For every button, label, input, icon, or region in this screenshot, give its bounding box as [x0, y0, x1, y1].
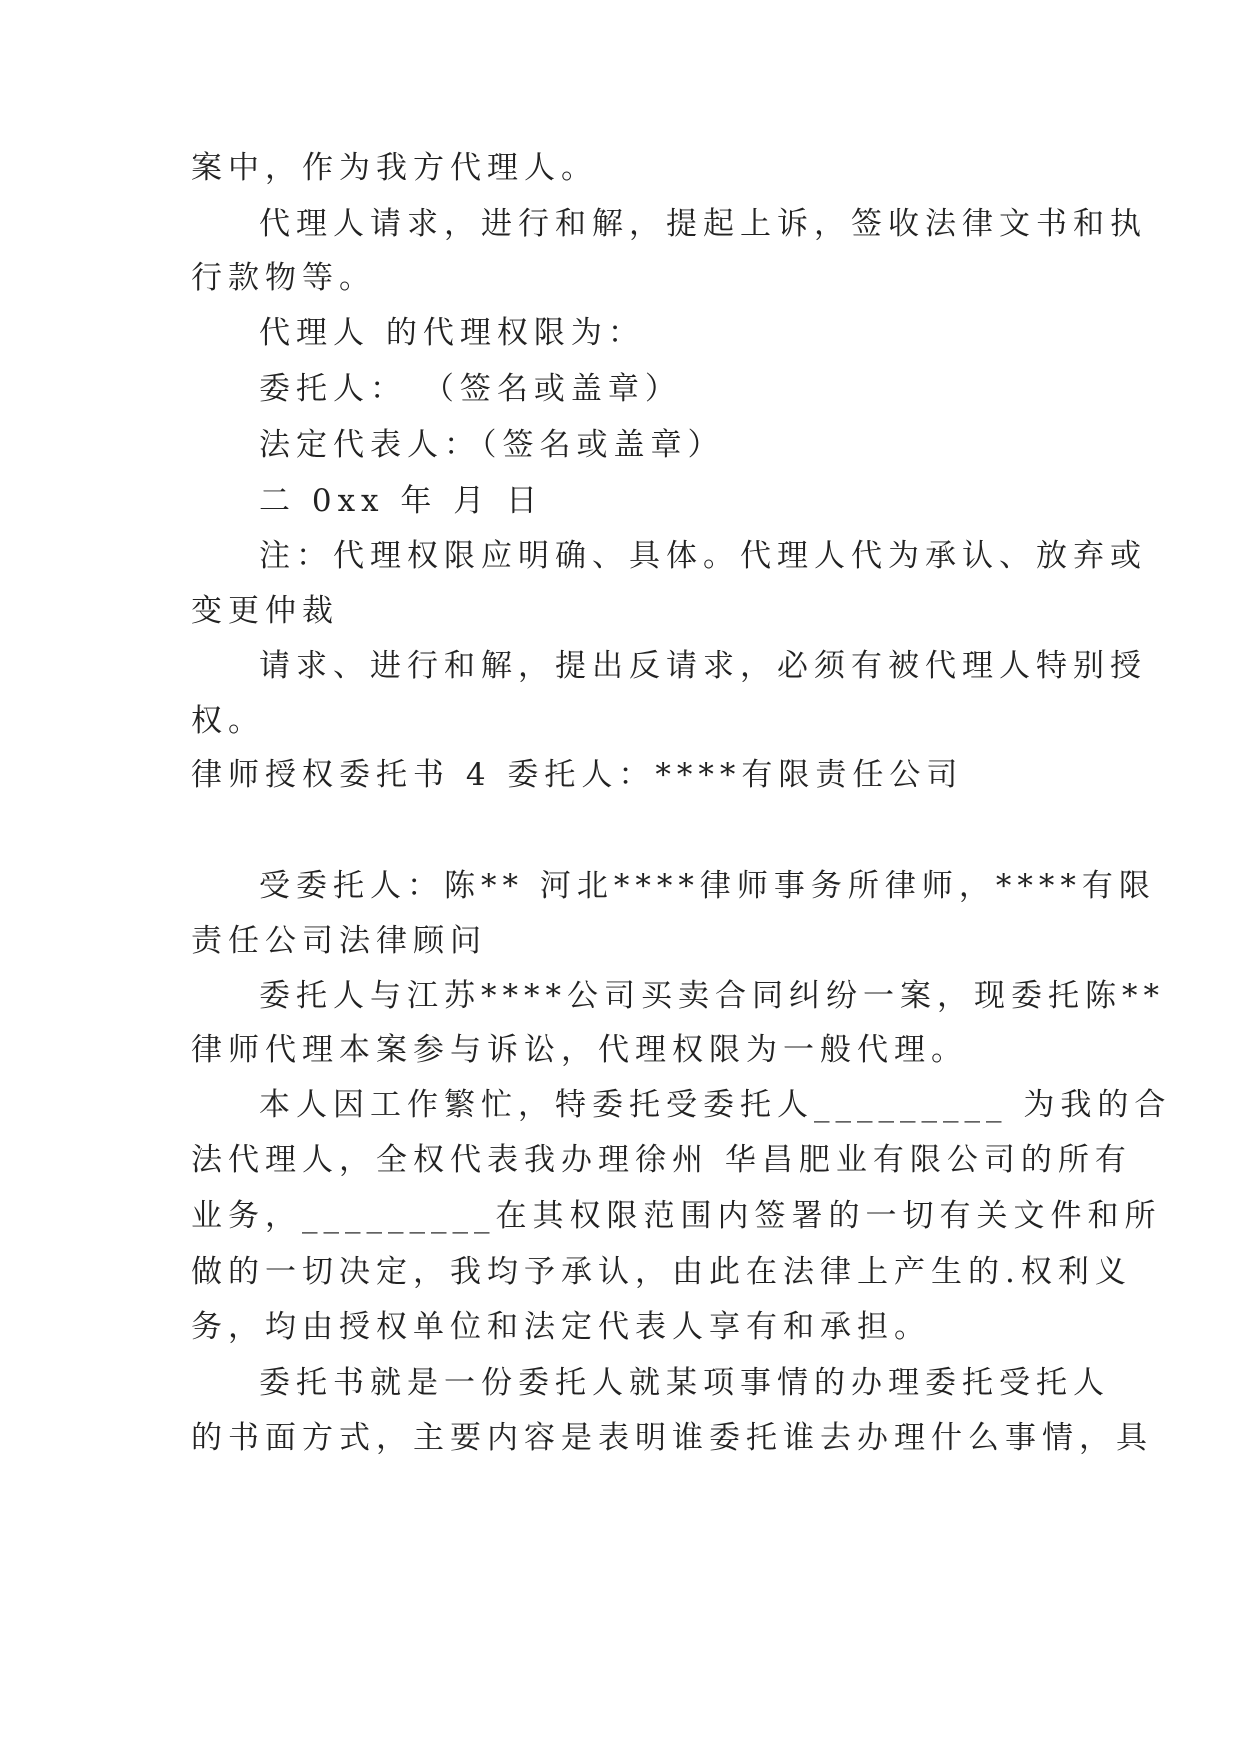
text-line: 代理人请求，进行和解，提起上诉，签收法律文书和执 — [259, 206, 1147, 242]
text-line: 案中，作为我方代理人。 — [191, 150, 598, 186]
text-line: 做的一切决定，我均予承认，由此在法律上产生的.权利义 — [191, 1254, 1132, 1290]
text-line: 委托人与江苏****公司买卖合同纠纷一案，现委托陈** — [259, 978, 1165, 1014]
text-line: 的书面方式，主要内容是表明谁委托谁去办理什么事情，具 — [191, 1420, 1153, 1456]
text-line: 注：代理权限应明确、具体。代理人代为承认、放弃或 — [259, 538, 1147, 574]
text-line: 法定代表人：（签名或盖章） — [259, 427, 725, 463]
text-line: 业务，_________在其权限范围内签署的一切有关文件和所 — [191, 1198, 1162, 1234]
text-line: 律师代理本案参与诉讼，代理权限为一般代理。 — [191, 1032, 968, 1068]
text-line: 变更仲裁 — [191, 593, 339, 629]
text-line: 二 0xx 年 月 日 — [259, 483, 544, 519]
text-line: 委托人： （签名或盖章） — [259, 371, 682, 407]
text-line: 请求、进行和解，提出反请求，必须有被代理人特别授 — [259, 648, 1147, 684]
text-line: 权。 — [191, 703, 265, 739]
text-line: 行款物等。 — [191, 260, 376, 296]
text-line: 代理人 的代理权限为： — [259, 315, 645, 351]
text-line: 责任公司法律顾问 — [191, 923, 487, 959]
text-line: 本人因工作繁忙，特委托受委托人_________ 为我的合 — [259, 1087, 1172, 1123]
text-line: 务，均由授权单位和法定代表人享有和承担。 — [191, 1309, 931, 1345]
section-heading-line: 律师授权委托书 4 委托人：****有限责任公司 — [191, 757, 964, 793]
text-line: 委托书就是一份委托人就某项事情的办理委托受托人 — [259, 1365, 1110, 1401]
text-line: 法代理人，全权代表我办理徐州 华昌肥业有限公司的所有 — [191, 1142, 1132, 1178]
text-line: 受委托人：陈** 河北****律师事务所律师，****有限 — [259, 868, 1156, 904]
